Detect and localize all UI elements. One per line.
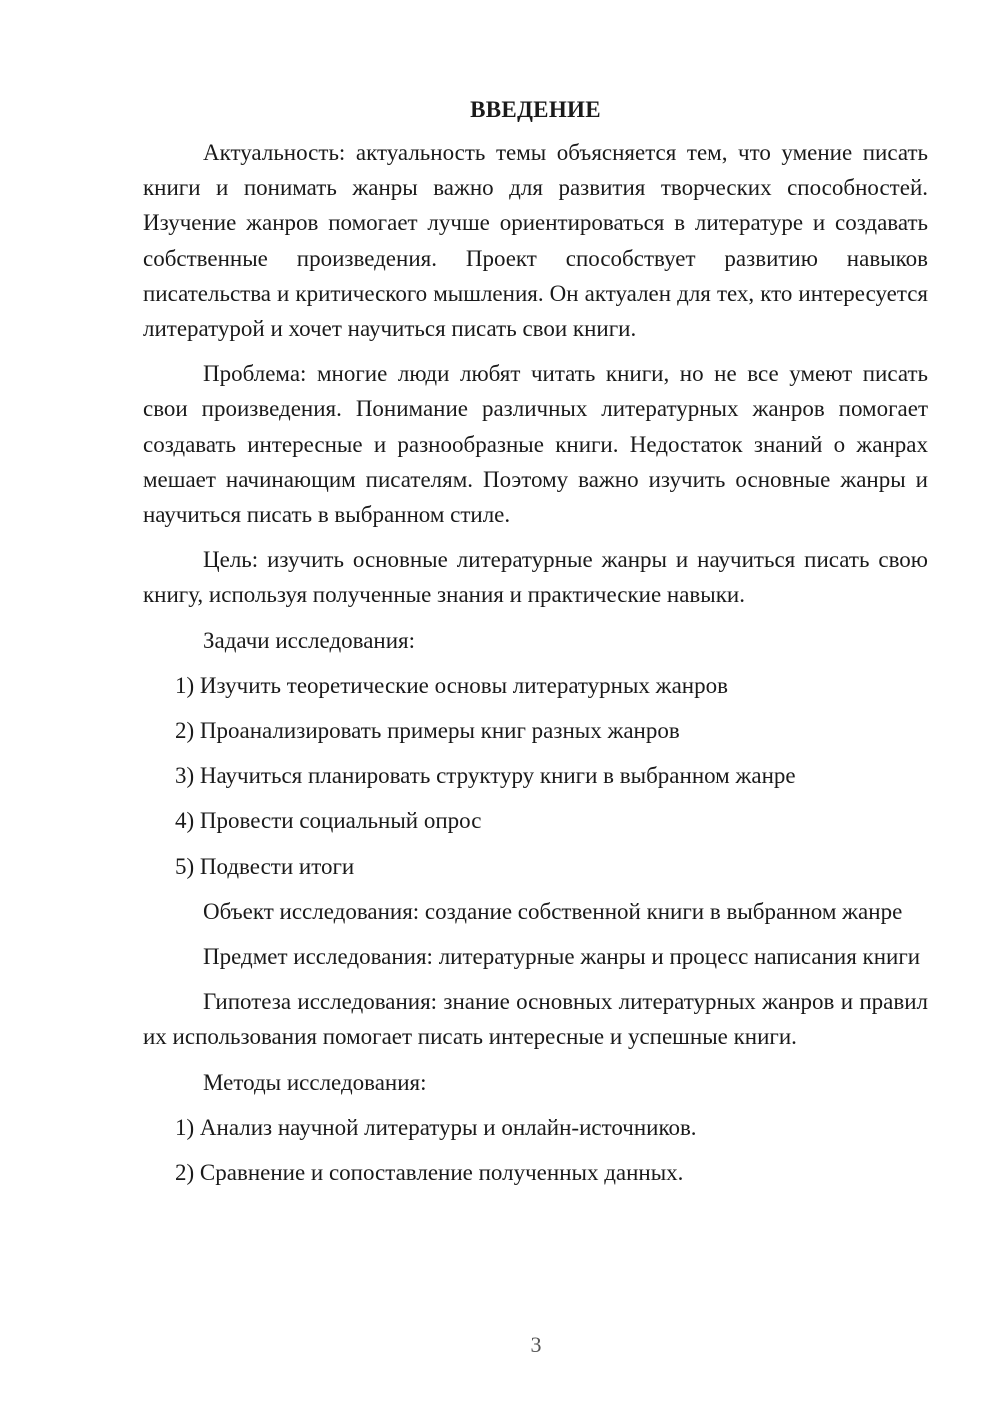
object-paragraph: Объект исследования: создание собственной книги в выбранном жанре [203, 898, 903, 924]
method-item: 1) Анализ научной литературы и онлайн-источников. [175, 1114, 697, 1140]
relevance-paragraph: Актуальность: актуальность темы объясняется тем, что умение писать книги и понимать жанры важно для развития творческих способностей. Изучение жанров помогает лучше ориентироваться в литературе и создавать собственные произведения. Проект способствует развитию навыков писательства и критического мышления. Он актуален для тех, кто интересуется литературой и хочет научиться писать свои книги. [143, 140, 928, 342]
tasks-list [143, 668, 928, 884]
task-item: 2) Проанализировать примеры книг разных жанров [175, 718, 680, 744]
goal-paragraph: Цель: изучить основные литературные жанры и научиться писать свою книгу, используя полученные знания и практические навыки. [143, 547, 928, 608]
subject-paragraph: Предмет исследования: литературные жанры и процесс написания книги [203, 944, 921, 970]
page-number: 3 [530, 1332, 542, 1357]
methods-heading: Методы исследования: [203, 1069, 427, 1095]
hypothesis-paragraph: Гипотеза исследования: знание основных литературных жанров и правил их использования помогает писать интересные и успешные книги. [143, 989, 928, 1050]
task-item: 1) Изучить теоретические основы литературных жанров [175, 672, 728, 698]
section-title: ВВЕДЕНИЕ [470, 97, 601, 122]
problem-paragraph: Проблема: многие люди любят читать книги, но не все умеют писать свои произведения. Понимание различных литературных жанров помогает создавать интересные и разнообразные книги. Недостаток знаний о жанрах мешает начинающим писателям. Поэтому важно изучить основные жанры и научиться писать в выбранном стиле. [143, 361, 928, 528]
method-item: 2) Сравнение и сопоставление полученных данных. [175, 1160, 684, 1186]
task-item: 5) Подвести итоги [175, 853, 355, 879]
task-item: 4) Провести социальный опрос [175, 808, 482, 834]
tasks-heading: Задачи исследования: [203, 627, 416, 653]
task-item: 3) Научиться планировать структуру книги в выбранном жанре [175, 763, 796, 789]
page-content [143, 92, 928, 1200]
methods-list [143, 1110, 928, 1190]
